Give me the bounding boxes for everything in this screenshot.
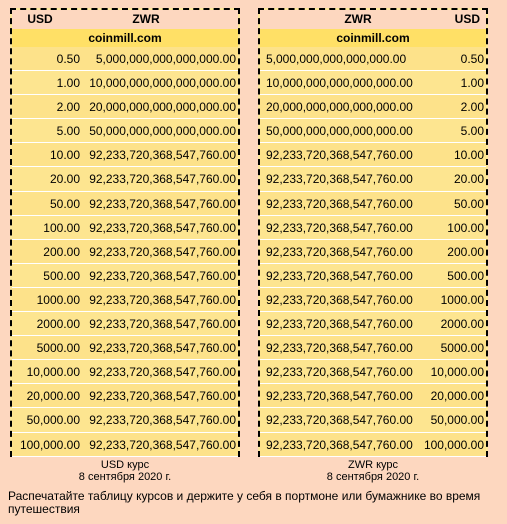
table-cell: 2.00 [460,100,484,115]
table-cell: 92,233,720,368,547,760.00 [266,292,413,307]
table-row [260,312,486,336]
table-row [260,192,486,216]
table-cell: 500.00 [447,268,484,283]
table-cell: 92,233,720,368,547,760.00 [266,341,413,356]
table-row [12,192,238,216]
table-cell: 10,000.00 [26,365,80,380]
table-cell: 10,000.00 [430,365,484,380]
table-cell: 20.00 [49,172,80,187]
site-link[interactable]: coinmill.com [12,29,238,47]
table-row [12,95,238,119]
print-instruction: Распечатайте таблицу курсов и держите у себя в портмоне или бумажнике во время путешествия [8,489,481,516]
table-row [260,433,486,457]
table-cell: 92,233,720,368,547,760.00 [89,220,236,235]
caption-title: ZWR курс [347,459,399,471]
table-row [260,288,486,312]
column-header-zwr: ZWR [344,12,372,26]
table-cell: 92,233,720,368,547,760.00 [89,437,236,452]
table-cell: 92,233,720,368,547,760.00 [266,220,413,235]
table-cell: 92,233,720,368,547,760.00 [266,365,413,380]
table-cell: 5.00 [56,124,80,139]
caption-date: 8 сентября 2020 г. [78,471,172,483]
table-row [260,95,486,119]
table-cell: 50,000,000,000,000,000.00 [89,124,236,139]
table-row [12,143,238,167]
table-rows [12,47,238,457]
table-cell: 92,233,720,368,547,760.00 [89,365,236,380]
table-cell: 92,233,720,368,547,760.00 [89,317,236,332]
zwr-to-usd-table [258,8,488,457]
table-row [12,216,238,240]
table-row [260,216,486,240]
table-rows [260,47,486,457]
table-row [12,360,238,384]
table-cell: 20,000,000,000,000,000.00 [89,100,236,115]
table-cell: 92,233,720,368,547,760.00 [266,413,413,428]
table-row [12,408,238,432]
table-row [12,47,238,71]
table-row [12,264,238,288]
table-cell: 50,000.00 [26,413,80,428]
table-cell: 92,233,720,368,547,760.00 [266,196,413,211]
table-cell: 50.00 [49,196,80,211]
table-cell: 5,000,000,000,000,000.00 [95,52,236,66]
table-cell: 10,000,000,000,000,000.00 [89,76,236,91]
table-cell: 50.00 [453,196,484,211]
table-cell: 1.00 [460,76,484,91]
table-cell: 92,233,720,368,547,760.00 [89,244,236,259]
table-cell: 100,000.00 [423,437,484,452]
table-cell: 92,233,720,368,547,760.00 [266,317,413,332]
table-cell: 92,233,720,368,547,760.00 [89,268,236,283]
column-header-usd: USD [454,12,480,26]
column-header-usd: USD [27,12,53,26]
table-row [12,312,238,336]
table-row [260,143,486,167]
table-cell: 20.00 [453,172,484,187]
table-cell: 5.00 [460,124,484,139]
usd-rate-caption [10,459,240,483]
table-cell: 5000.00 [440,341,484,356]
table-row [12,433,238,457]
table-cell: 100.00 [447,220,484,235]
table-cell: 100,000.00 [19,437,80,452]
usd-to-zwr-table [10,8,240,457]
table-cell: 92,233,720,368,547,760.00 [266,437,413,452]
table-cell: 92,233,720,368,547,760.00 [266,389,413,404]
table-cell: 1000.00 [36,292,80,307]
table-row [12,71,238,95]
table-row [12,336,238,360]
table-cell: 10.00 [49,148,80,163]
table-cell: 92,233,720,368,547,760.00 [89,148,236,163]
table-cell: 200.00 [447,244,484,259]
table-row [12,288,238,312]
table-cell: 10,000,000,000,000,000.00 [266,76,413,91]
table-cell: 100.00 [43,220,80,235]
table-cell: 92,233,720,368,547,760.00 [266,172,413,187]
table-row [12,384,238,408]
table-cell: 50,000,000,000,000,000.00 [266,124,413,139]
table-row [260,240,486,264]
table-cell: 92,233,720,368,547,760.00 [89,413,236,428]
table-cell: 2000.00 [36,317,80,332]
table-row [260,384,486,408]
table-cell: 0.50 [56,52,80,66]
column-header-zwr: ZWR [132,12,160,26]
table-cell: 5,000,000,000,000,000.00 [266,52,407,66]
table-cell: 1000.00 [440,292,484,307]
table-cell: 92,233,720,368,547,760.00 [89,196,236,211]
table-row [12,240,238,264]
table-cell: 92,233,720,368,547,760.00 [266,244,413,259]
table-row [260,408,486,432]
table-cell: 20,000,000,000,000,000.00 [266,100,413,115]
table-cell: 92,233,720,368,547,760.00 [266,148,413,163]
table-cell: 50,000.00 [430,413,484,428]
caption-date: 8 сентября 2020 г. [326,471,420,483]
table-row [260,264,486,288]
table-cell: 1.00 [56,76,80,91]
table-cell: 20,000.00 [26,389,80,404]
table-cell: 92,233,720,368,547,760.00 [89,389,236,404]
table-cell: 92,233,720,368,547,760.00 [89,341,236,356]
table-cell: 92,233,720,368,547,760.00 [89,172,236,187]
table-row [260,71,486,95]
table-row [260,167,486,191]
table-cell: 2.00 [56,100,80,115]
table-cell: 92,233,720,368,547,760.00 [266,268,413,283]
table-cell: 5000.00 [36,341,80,356]
table-cell: 10.00 [453,148,484,163]
table-row [12,167,238,191]
table-row [260,336,486,360]
table-header [260,10,486,29]
table-cell: 500.00 [43,268,80,283]
table-cell: 20,000.00 [430,389,484,404]
caption-title: USD курс [100,459,150,471]
table-row [260,360,486,384]
site-link[interactable]: coinmill.com [260,29,486,47]
zwr-rate-caption [258,459,488,483]
table-row [260,119,486,143]
table-row [260,47,486,71]
table-cell: 92,233,720,368,547,760.00 [89,292,236,307]
table-row [12,119,238,143]
table-cell: 200.00 [43,244,80,259]
table-cell: 2000.00 [440,317,484,332]
table-cell: 0.50 [460,52,484,66]
table-header [12,10,238,29]
